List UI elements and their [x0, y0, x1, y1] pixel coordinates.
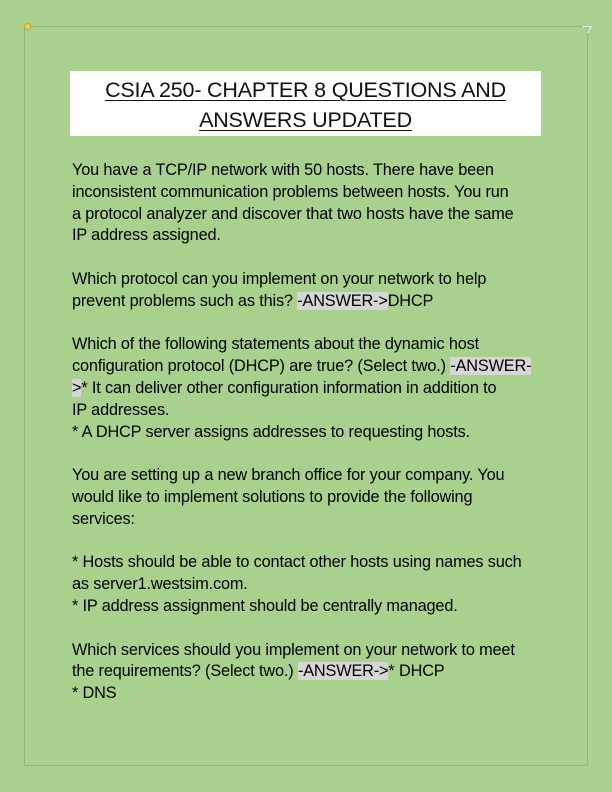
text-line — [72, 378, 550, 400]
document-title-line-2: ANSWERS UPDATED — [199, 108, 412, 132]
anchor-mark-icon — [24, 23, 31, 30]
answer-text-line: * A DHCP server assigns addresses to requesting hosts. — [72, 422, 470, 441]
paragraph-question-2 — [72, 334, 550, 443]
text-line: Which services should you implement on your network to meet — [72, 640, 515, 659]
page-corner-icon — [579, 26, 592, 33]
text-line: as server1.westsim.com. — [72, 575, 248, 594]
text-line: You have a TCP/IP network with 50 hosts. There have been — [72, 161, 494, 179]
answer-text-line: IP addresses. — [72, 400, 170, 419]
text-line: * Hosts should be able to contact other hosts using names such — [72, 553, 522, 572]
text-line: a protocol analyzer and discover that two hosts have the same — [72, 204, 514, 223]
text-line: inconsistent communication problems between hosts. You run — [72, 182, 509, 201]
question-text: configuration protocol (DHCP) are true? (Select two.) — [72, 357, 451, 376]
answer-marker: -ANSWER- — [450, 357, 532, 376]
text-line: IP address assigned. — [72, 226, 221, 245]
answer-text: * It can deliver other configuration information in addition to — [81, 378, 497, 397]
answer-marker-continued: > — [72, 378, 82, 397]
text-line: would like to implement solutions to provide the following — [72, 487, 473, 506]
text-line: You are setting up a new branch office for your company. You — [72, 466, 505, 485]
paragraph-question-1 — [72, 269, 550, 313]
paragraph-scenario-2 — [72, 465, 550, 530]
answer-marker: -ANSWER-> — [297, 662, 389, 681]
question-text: prevent problems such as this? — [72, 291, 298, 310]
answer-text: * DHCP — [388, 662, 445, 681]
paragraph-requirements — [72, 552, 550, 617]
text-line — [72, 356, 550, 378]
answer-text: DHCP — [387, 291, 434, 310]
question-text: the requirements? (Select two.) — [72, 662, 298, 681]
text-line: Which of the following statements about the dynamic host — [72, 335, 479, 354]
text-line: services: — [72, 509, 135, 528]
paragraph-question-3 — [72, 640, 550, 705]
text-line: Which protocol can you implement on your network to help — [72, 269, 487, 288]
answer-text-line: * DNS — [72, 684, 117, 703]
paragraph-scenario-1 — [72, 160, 550, 247]
text-line — [72, 291, 550, 313]
document-title-line-1: CSIA 250- CHAPTER 8 QUESTIONS AND — [105, 78, 506, 102]
answer-marker: -ANSWER-> — [297, 291, 388, 310]
document-body — [72, 160, 550, 727]
document-title-box — [70, 71, 541, 136]
text-line: * IP address assignment should be centrally managed. — [72, 596, 458, 615]
text-line — [72, 661, 550, 683]
